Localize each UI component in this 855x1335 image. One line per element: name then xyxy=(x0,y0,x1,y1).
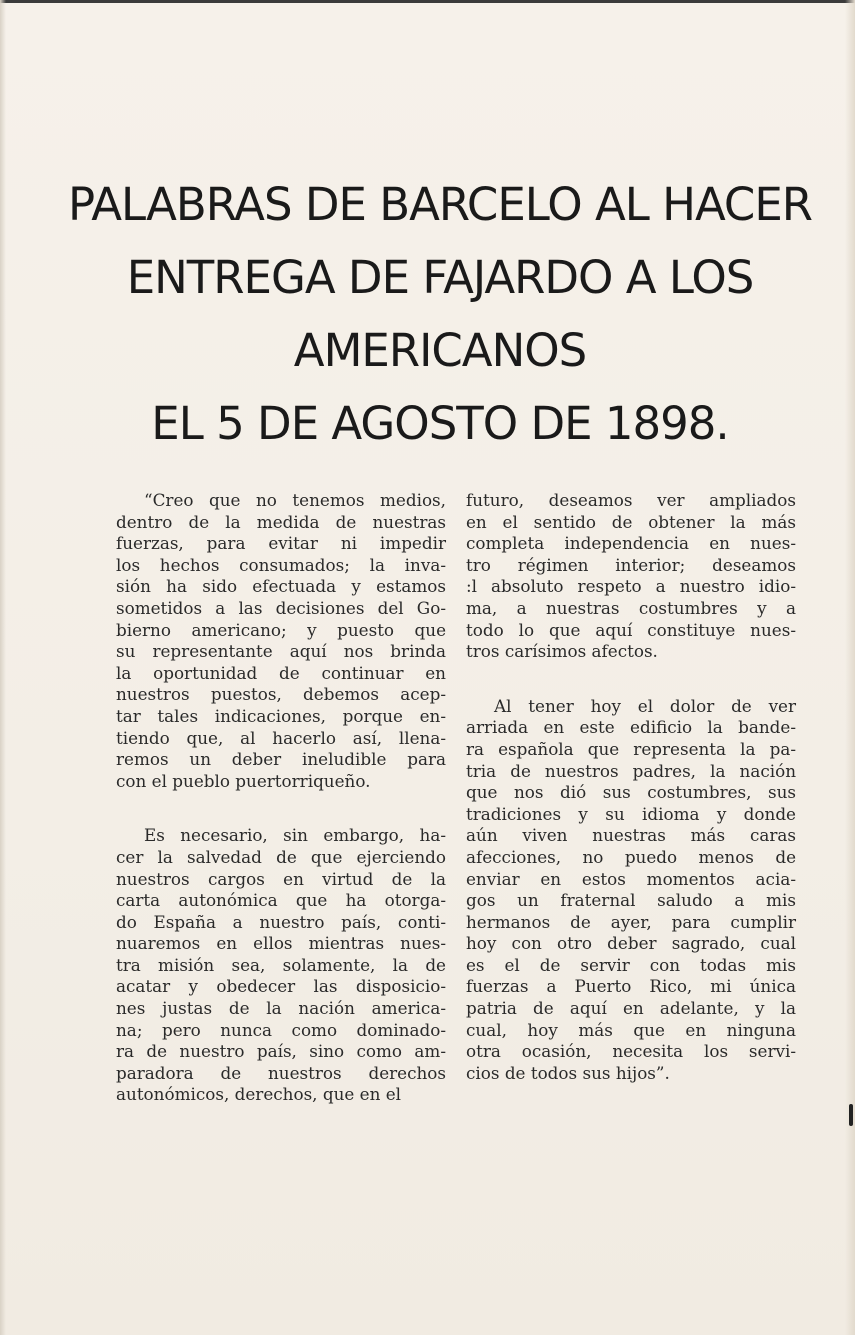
paragraph-line: na; pero nunca como dominado- xyxy=(116,1019,446,1040)
paragraph-line: los hechos consumados; la inva- xyxy=(116,554,446,575)
paragraph-line: remos un deber ineludible para xyxy=(116,749,446,770)
paragraph-line: tradiciones y su idioma y donde xyxy=(466,803,796,824)
title-line: PALABRAS DE BARCELO AL HACER xyxy=(67,178,813,231)
paragraph-line: fuerzas, para evitar ni impedir xyxy=(116,533,446,554)
left-text-column xyxy=(116,490,446,1106)
paragraph-gap xyxy=(466,663,796,696)
paragraph-line: Es necesario, sin embargo, ha- xyxy=(144,825,446,846)
page-right-edge xyxy=(845,0,855,1335)
right-text-column xyxy=(466,490,796,1084)
paragraph-line: sometidos a las decisiones del Go- xyxy=(116,597,446,618)
paragraph-line: ra de nuestro país, sino como am- xyxy=(116,1041,446,1062)
paragraph-line: su representante aquí nos brinda xyxy=(116,641,446,662)
paragraph-line: hermanos de ayer, para cumplir xyxy=(466,911,796,932)
paragraph-line: carta autonómica que ha otorga- xyxy=(116,890,446,911)
paragraph-line: autonómicos, derechos, que en el xyxy=(116,1084,402,1105)
paragraph-line: arriada en este edificio la bande- xyxy=(466,717,796,738)
paragraph-line: con el pueblo puertorriqueño. xyxy=(116,770,371,791)
paragraph-line: :l absoluto respeto a nuestro idio- xyxy=(466,576,796,597)
paragraph-line: todo lo que aquí constituye nues- xyxy=(466,619,796,640)
title-line: AMERICANOS xyxy=(293,324,587,377)
paragraph-line: afecciones, no puedo menos de xyxy=(466,846,796,867)
paragraph-line: la oportunidad de continuar en xyxy=(116,662,446,683)
paragraph-line: sión ha sido efectuada y estamos xyxy=(116,576,446,597)
page-left-edge xyxy=(0,0,6,1335)
paragraph-line: do España a nuestro país, conti- xyxy=(116,911,446,932)
paragraph-line: ra española que representa la pa- xyxy=(466,738,796,759)
paragraph-line: gos un fraternal saludo a mis xyxy=(466,890,796,911)
paragraph-line: nuestros puestos, debemos acep- xyxy=(116,684,446,705)
paragraph-line: completa independencia en nues- xyxy=(466,533,796,554)
paragraph-gap xyxy=(116,792,446,825)
paragraph-line: ma, a nuestras costumbres y a xyxy=(466,597,796,618)
paragraph-line: acatar y obedecer las disposicio- xyxy=(116,976,446,997)
paragraph-line: tar tales indicaciones, porque en- xyxy=(116,705,446,726)
paragraph-line: tros carísimos afectos. xyxy=(466,641,658,662)
paragraph-line: paradora de nuestros derechos xyxy=(116,1062,446,1083)
paragraph-line: tro régimen interior; deseamos xyxy=(466,554,796,575)
paragraph-line: tra misión sea, solamente, la de xyxy=(116,954,446,975)
margin-ink-mark xyxy=(849,1104,853,1126)
paragraph-line: “Creo que no tenemos medios, xyxy=(144,490,446,510)
page-title xyxy=(60,168,820,460)
paragraph-line: nes justas de la nación america- xyxy=(116,998,446,1019)
paragraph-line: dentro de la medida de nuestras xyxy=(116,511,446,532)
paragraph-line: Al tener hoy el dolor de ver xyxy=(494,695,796,716)
paragraph-line: fuerzas a Puerto Rico, mi única xyxy=(466,976,796,997)
title-line: EL 5 DE AGOSTO DE 1898. xyxy=(151,397,729,450)
paragraph-line: otra ocasión, necesita los servi- xyxy=(466,1041,796,1062)
paragraph-line: cer la salvedad de que ejerciendo xyxy=(116,846,446,867)
paragraph-line: enviar en estos momentos acia- xyxy=(466,868,796,889)
paragraph-line: nuestros cargos en virtud de la xyxy=(116,868,446,889)
paragraph-line: tria de nuestros padres, la nación xyxy=(466,760,796,781)
paragraph-line: tiendo que, al hacerlo así, llena- xyxy=(116,727,446,748)
title-line: ENTREGA DE FAJARDO A LOS xyxy=(126,251,754,304)
paragraph-line: aún viven nuestras más caras xyxy=(466,825,796,846)
paragraph-line: es el de servir con todas mis xyxy=(466,954,796,975)
paragraph-line: futuro, deseamos ver ampliados xyxy=(466,490,796,510)
paragraph-line: nuaremos en ellos mientras nues- xyxy=(116,933,446,954)
paragraph-line: que nos dió sus costumbres, sus xyxy=(466,782,796,803)
paragraph-line: patria de aquí en adelante, y la xyxy=(466,998,796,1019)
paragraph-line: cual, hoy más que en ninguna xyxy=(466,1019,796,1040)
paragraph-line: hoy con otro deber sagrado, cual xyxy=(466,933,796,954)
page-top-edge xyxy=(0,0,855,3)
paragraph-line: en el sentido de obtener la más xyxy=(466,511,796,532)
paragraph-line: bierno americano; y puesto que xyxy=(116,619,446,640)
paragraph-line: cios de todos sus hijos”. xyxy=(466,1062,670,1083)
